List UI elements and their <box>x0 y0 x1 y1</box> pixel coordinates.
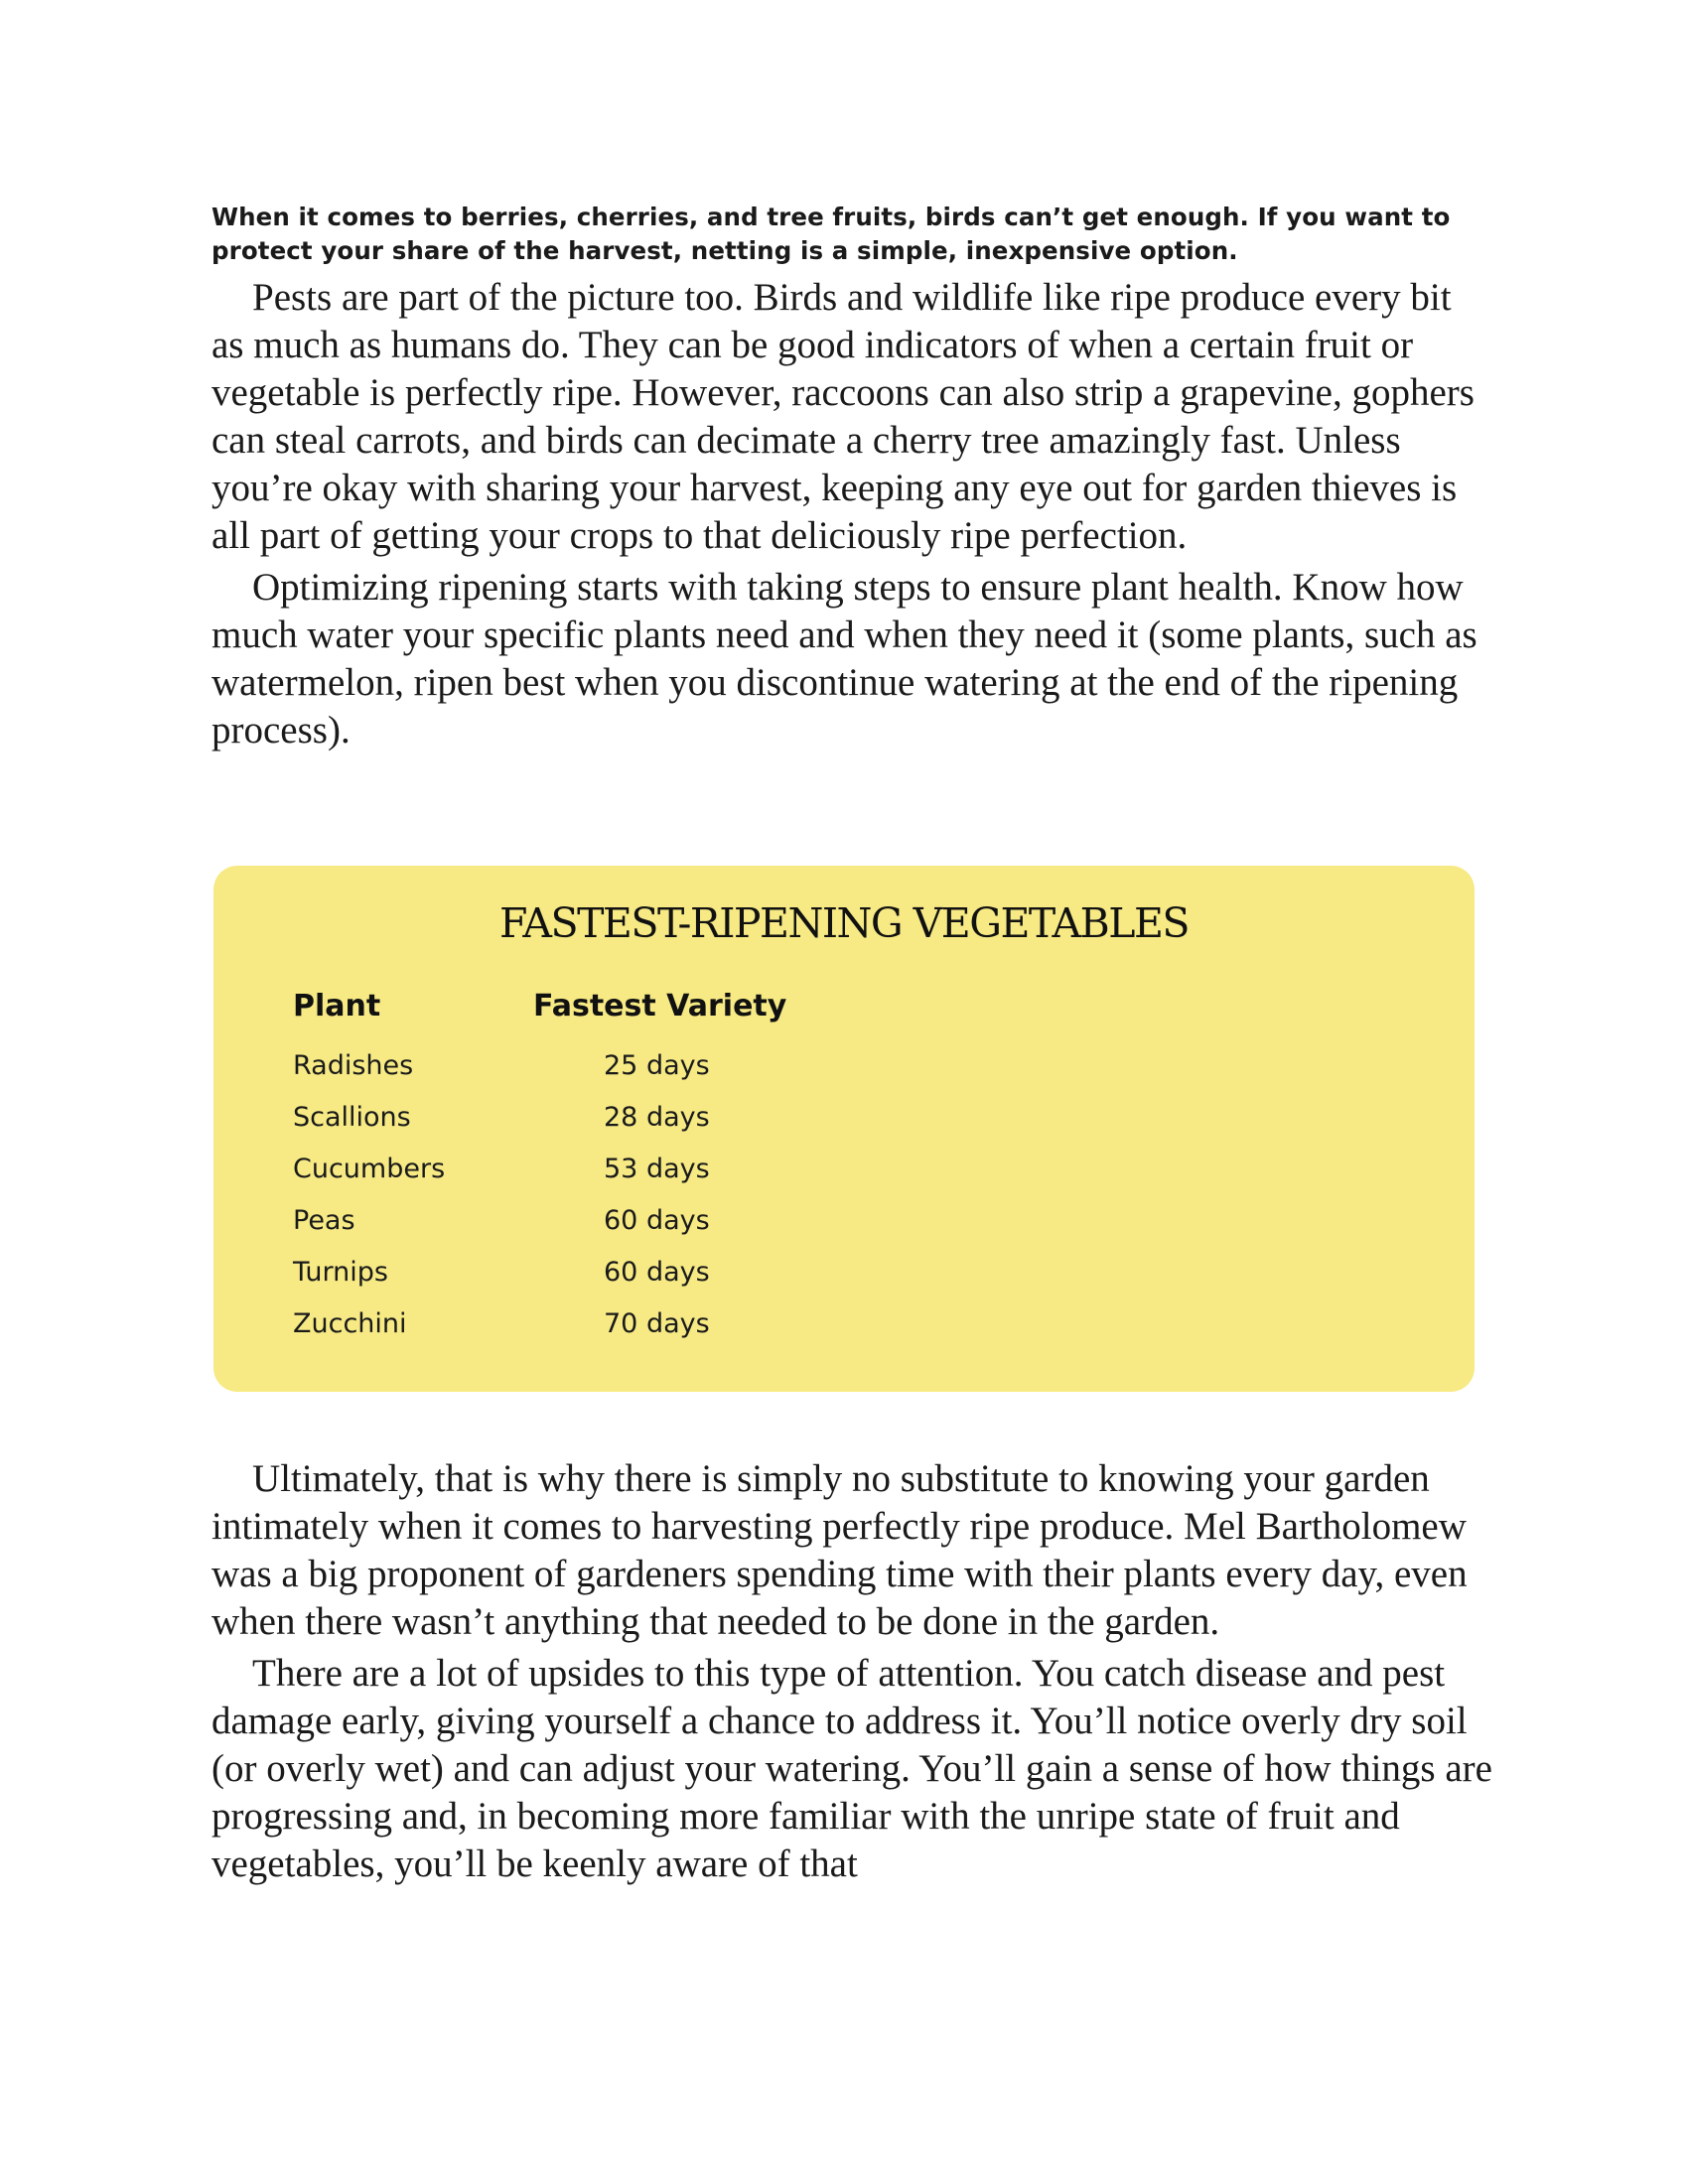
table-row <box>293 1102 889 1154</box>
days-to-ripen: 70 days <box>604 1308 710 1339</box>
days-to-ripen: 60 days <box>604 1257 710 1288</box>
vegetable-table <box>293 1050 889 1360</box>
body-text-bottom <box>211 1455 1492 1892</box>
plant-name: Peas <box>293 1205 355 1236</box>
fastest-ripening-sidebar <box>213 866 1475 1392</box>
sidebar-title: FASTEST-RIPENING VEGETABLES <box>499 899 1189 947</box>
days-to-ripen: 25 days <box>604 1050 710 1081</box>
column-header-fastest-variety: Fastest Variety <box>533 989 787 1024</box>
paragraph: Ultimately, that is why there is simply no substitute to knowing your garden intimately when it comes to harvesting perfectly ripe produce. Mel Bartholomew was a big proponent of gardeners spending time with their plants every day, even when there wasn’t anything that needed to be done in the garden. <box>211 1457 1468 1643</box>
paragraph: Pests are part of the picture too. Birds and wildlife like ripe produce every bit as much as humans do. They can be good indicators of when a certain fruit or vegetable is perfectly ripe. However, raccoons can also strip a grapevine, gophers can steal carrots, and birds can decimate a cherry tree amazingly fast. Unless you’re okay with sharing your harvest, keeping any eye out for garden thieves is all part of getting your crops to that deliciously ripe perfection. <box>211 276 1475 557</box>
days-to-ripen: 28 days <box>604 1102 710 1133</box>
days-to-ripen: 60 days <box>604 1205 710 1236</box>
body-text-top <box>211 274 1492 758</box>
plant-name: Zucchini <box>293 1308 407 1339</box>
paragraph: There are a lot of upsides to this type of attention. You catch disease and pest damage early, giving yourself a chance to address it. You’ll notice overly dry soil (or overly wet) and can adjust your watering. You’ll gain a sense of how things are progressing and, in becoming more familiar with the unripe state of fruit and vegetables, you’ll be keenly aware of that <box>211 1652 1492 1885</box>
plant-name: Cucumbers <box>293 1154 446 1184</box>
table-row <box>293 1050 889 1102</box>
table-row <box>293 1257 889 1308</box>
plant-name: Turnips <box>293 1257 388 1288</box>
table-row <box>293 1154 889 1205</box>
plant-name: Radishes <box>293 1050 414 1081</box>
photo-caption: When it comes to berries, cherries, and tree fruits, birds can’t get enough. If you want to protect your share of the harvest, netting is a simple, inexpensive option. <box>211 203 1451 265</box>
days-to-ripen: 53 days <box>604 1154 710 1184</box>
table-row <box>293 1205 889 1257</box>
plant-name: Scallions <box>293 1102 411 1133</box>
paragraph: Optimizing ripening starts with taking steps to ensure plant health. Know how much water your specific plants need and when they need it (some plants, such as watermelon, ripen best when you discontinue watering at the end of the ripening process). <box>211 566 1477 751</box>
column-header-plant: Plant <box>293 989 381 1024</box>
table-row <box>293 1308 889 1360</box>
